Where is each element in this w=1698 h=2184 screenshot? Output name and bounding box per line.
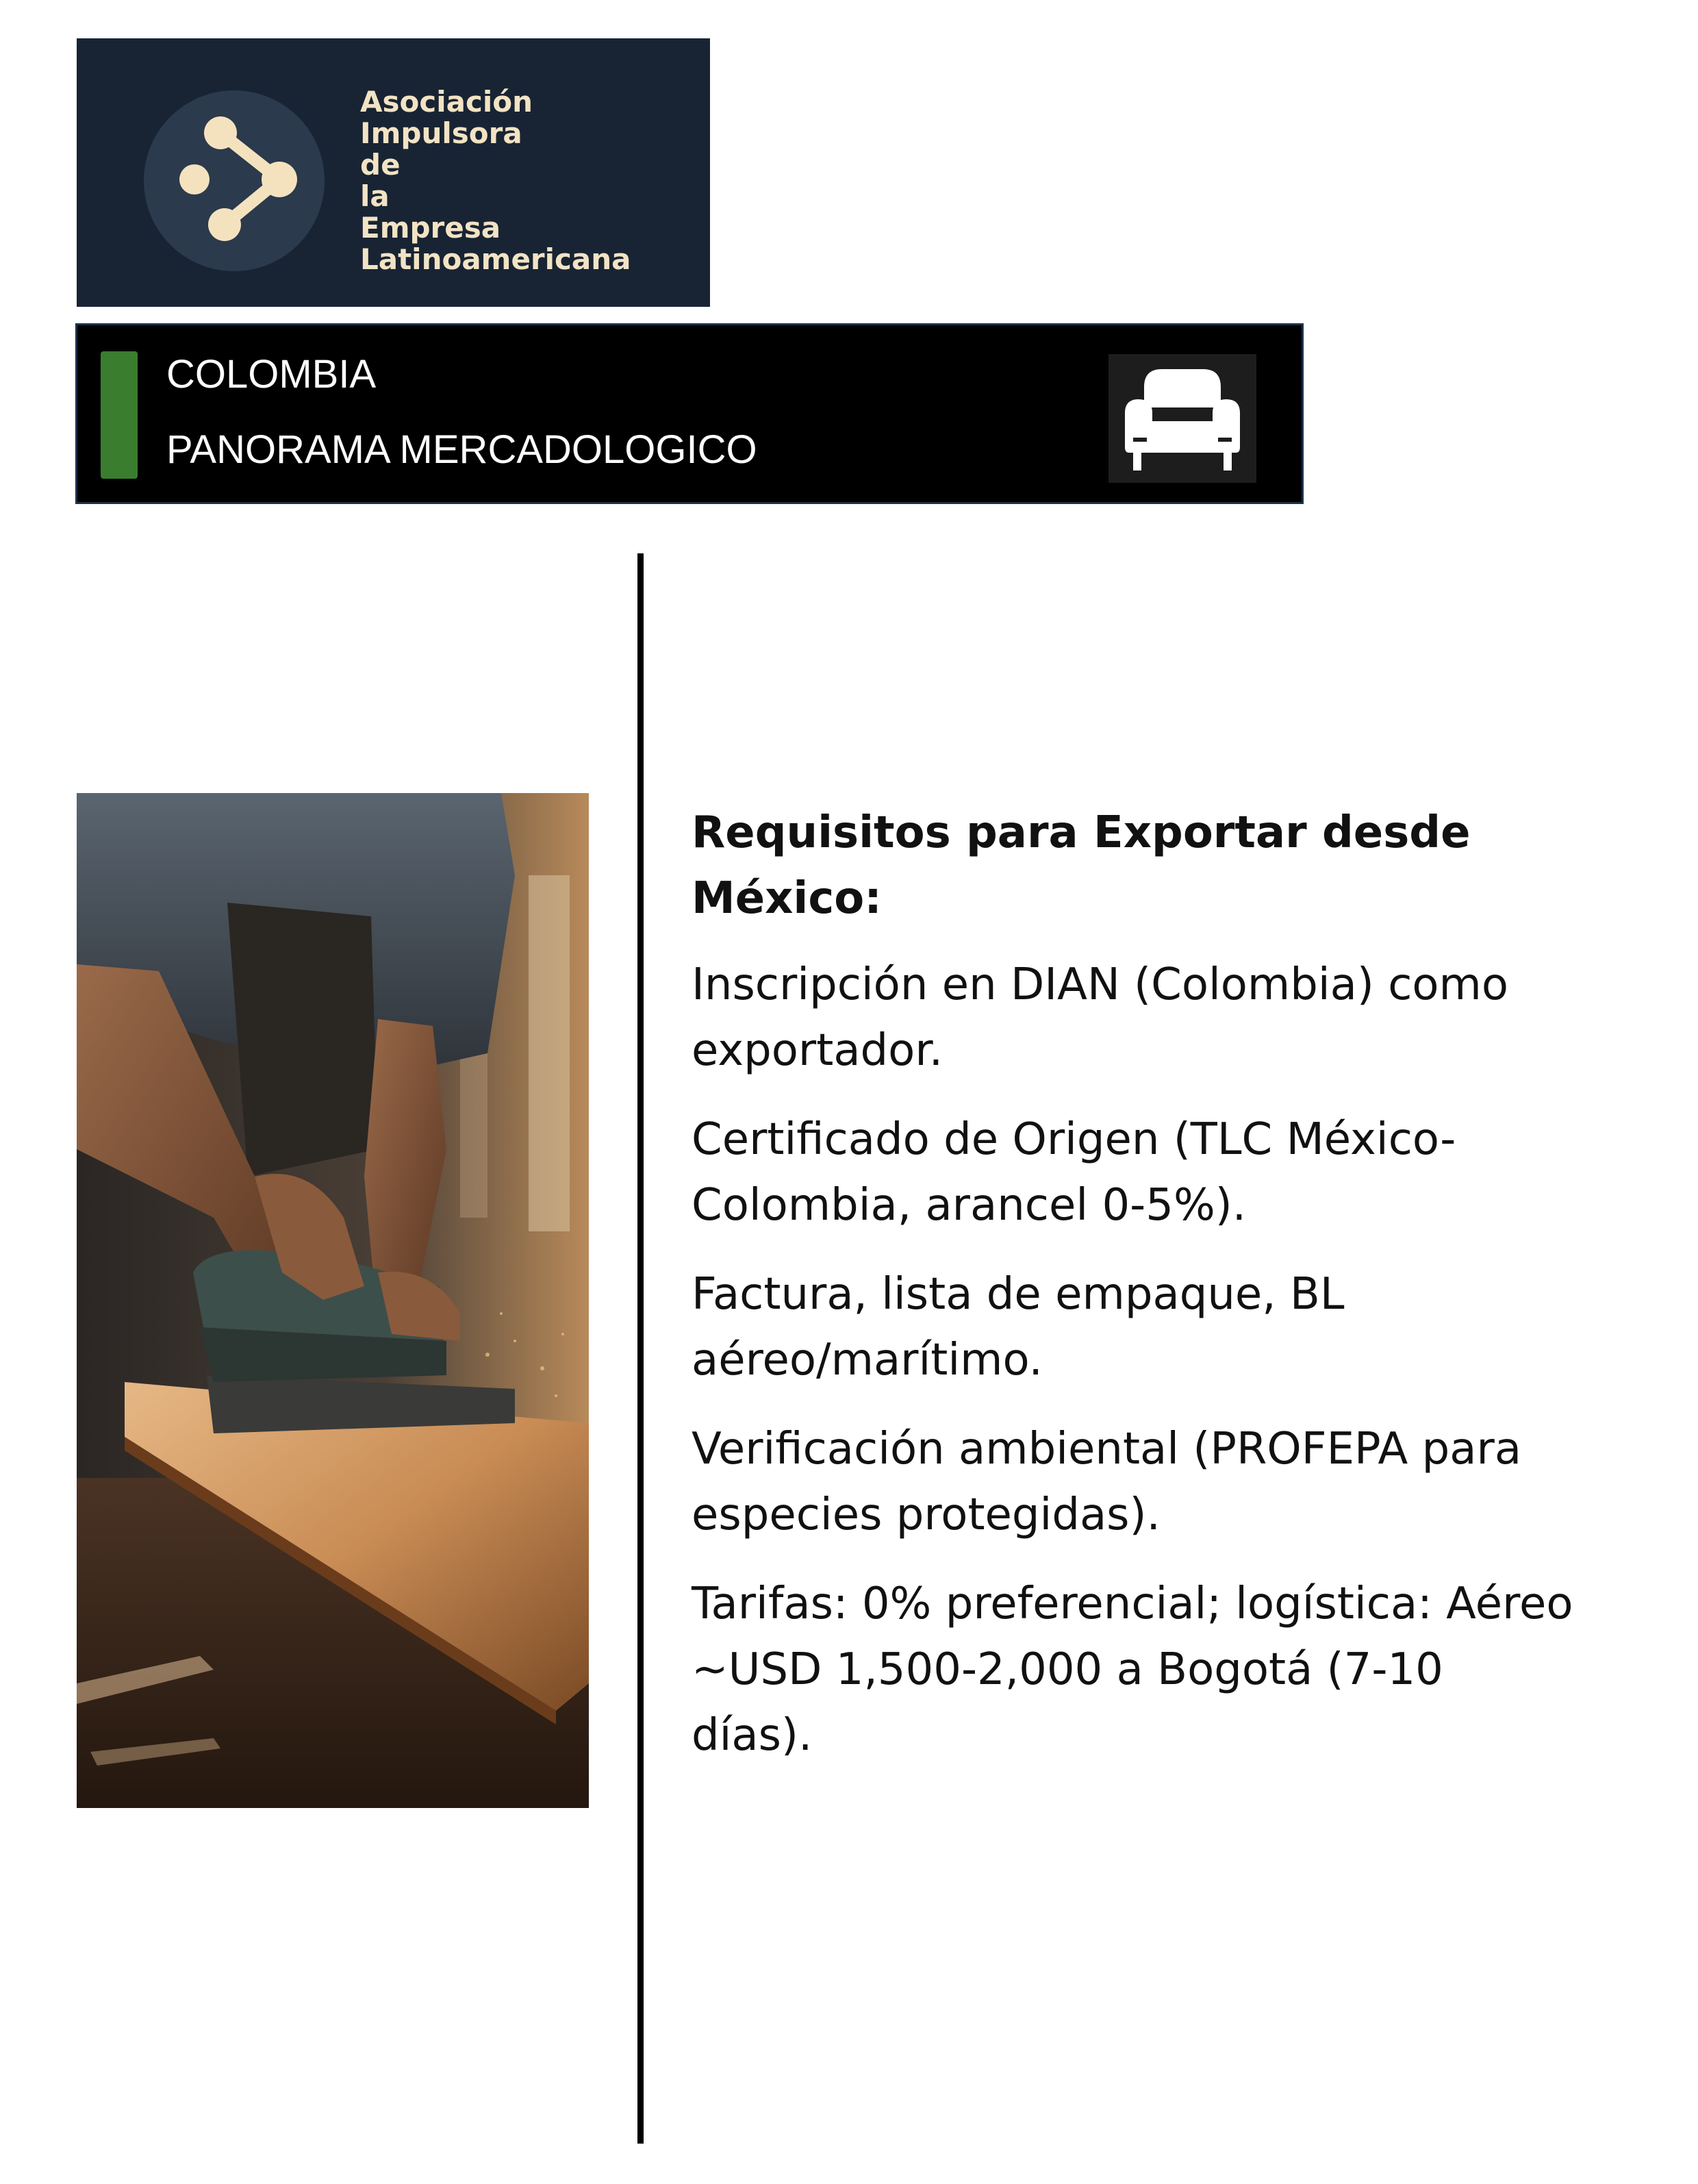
logo-emblem <box>144 90 325 271</box>
requirement-item: Verificación ambiental (PROFEPA para especies protegidas). <box>692 1424 1522 1540</box>
requirement-item: Tarifas: 0% preferencial; logística: Aéreo ~USD 1,500-2,000 a Bogotá (7-10 días). <box>692 1579 1573 1761</box>
woodworking-sander-photo <box>77 793 589 1808</box>
column-divider <box>637 553 644 2144</box>
section-subtitle: PANORAMA MERCADOLOGICO <box>166 427 757 472</box>
export-requirements <box>692 800 1575 1792</box>
requirement-item: Factura, lista de empaque, BL aéreo/marítimo. <box>692 1269 1345 1385</box>
accent-strip <box>101 351 138 479</box>
logo-line: Impulsora <box>360 116 522 150</box>
requirement-item: Inscripción en DIAN (Colombia) como exportador. <box>692 959 1509 1076</box>
organization-logo <box>77 38 710 307</box>
armchair-icon <box>1119 360 1245 477</box>
logo-line: Asociación <box>360 85 533 118</box>
network-nodes-icon <box>144 90 325 271</box>
woodworking-photo <box>77 793 589 1808</box>
logo-line: la <box>360 179 390 213</box>
logo-line: Empresa <box>360 211 501 244</box>
logo-wordmark <box>360 86 689 275</box>
section-header <box>75 323 1304 504</box>
country-title: COLOMBIA <box>166 352 377 397</box>
requirements-heading: Requisitos para Exportar desde México: <box>692 807 1471 924</box>
logo-line: de <box>360 148 401 181</box>
logo-line: Latinoamericana <box>360 242 631 276</box>
requirement-item: Certificado de Origen (TLC México-Colombia, arancel 0-5%). <box>692 1114 1456 1231</box>
category-badge <box>1108 354 1256 483</box>
